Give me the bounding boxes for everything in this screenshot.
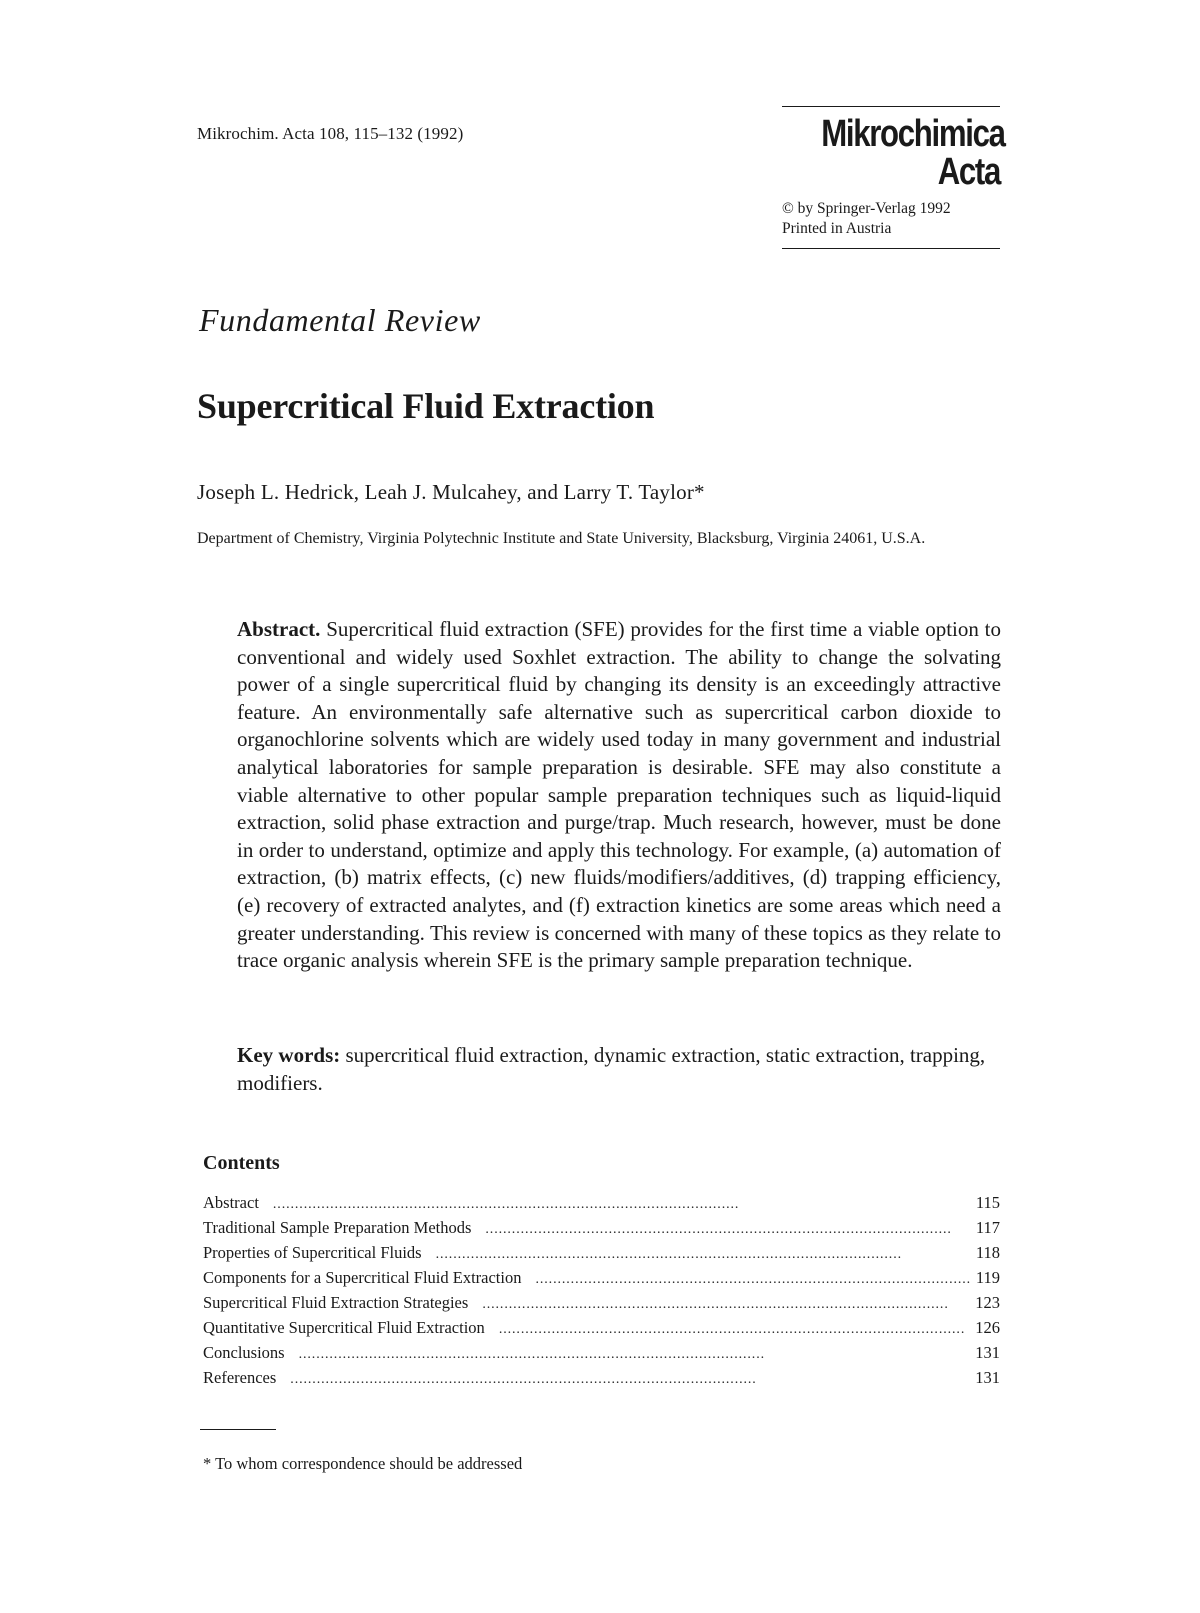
toc-entry-page: 115 (975, 1193, 1000, 1212)
journal-logo-line2: Acta (937, 151, 1000, 193)
journal-logo-line1: Mikrochimica (821, 113, 1005, 155)
keywords-label: Key words: (237, 1043, 341, 1067)
toc-entry-page: 117 (975, 1218, 1000, 1237)
publisher-info (782, 199, 1000, 239)
toc-entry-page: 131 (975, 1343, 1000, 1362)
article-title: Supercritical Fluid Extraction (197, 386, 655, 426)
correspondence-footnote: * To whom correspondence should be addressed (203, 1454, 523, 1473)
toc-entry-label: Quantitative Supercritical Fluid Extraction (203, 1318, 485, 1337)
toc-entry-page: 131 (975, 1368, 1000, 1387)
author-affiliation: Department of Chemistry, Virginia Polytechnic Institute and State University, Blacksburg, Virginia 24061, U.S.A. (197, 530, 926, 547)
masthead-bottom-rule (782, 248, 1000, 249)
keywords-paragraph (237, 1042, 1001, 1097)
toc-leader-dots (273, 1197, 970, 1213)
toc-entry-conclusions[interactable] (203, 1343, 1000, 1368)
toc-entry-label: Components for a Supercritical Fluid Extraction (203, 1268, 522, 1287)
toc-leader-dots (436, 1247, 970, 1263)
footnote-divider (200, 1429, 276, 1430)
section-type: Fundamental Review (199, 302, 481, 338)
toc-leader-dots (485, 1222, 969, 1238)
toc-entry-label: Supercritical Fluid Extraction Strategies (203, 1293, 469, 1312)
printed-line: Printed in Austria (782, 220, 892, 237)
toc-entry-page: 119 (975, 1268, 1000, 1287)
abstract-paragraph (237, 616, 1001, 975)
journal-masthead (782, 106, 1005, 249)
abstract-label: Abstract. (237, 617, 321, 641)
author-list: Joseph L. Hedrick, Leah J. Mulcahey, and Larry T. Taylor* (197, 480, 705, 504)
toc-entry-components[interactable] (203, 1268, 1000, 1293)
toc-leader-dots (482, 1297, 969, 1313)
masthead-top-rule (782, 106, 1000, 107)
toc-entry-properties[interactable] (203, 1243, 1000, 1268)
journal-logo (821, 113, 1005, 193)
toc-entry-strategies[interactable] (203, 1293, 1000, 1318)
toc-leader-dots (290, 1372, 969, 1388)
copyright-line: © by Springer-Verlag 1992 (782, 200, 951, 217)
toc-entry-label: Traditional Sample Preparation Methods (203, 1218, 472, 1237)
journal-citation: Mikrochim. Acta 108, 115–132 (1992) (197, 124, 464, 143)
toc-leader-dots (499, 1322, 969, 1338)
toc-leader-dots (535, 1272, 969, 1288)
toc-entry-page: 123 (975, 1293, 1000, 1312)
toc-entry-page: 126 (975, 1318, 1000, 1337)
toc-entry-references[interactable] (203, 1368, 1000, 1393)
table-of-contents (203, 1193, 1000, 1393)
toc-entry-page: 118 (975, 1243, 1000, 1262)
abstract-text: Supercritical fluid extraction (SFE) provides for the first time a viable option to conventional and widely used Soxhlet extraction. The ability to change the solvating power of a single supercritical fluid by changing its density is an exceedingly attractive feature. An environmentally safe alternative such as supercritical carbon dioxide to organochlorine solvents which are widely used today in many government and industrial analytical laboratories for sample preparation is desirable. SFE may also constitute a viable alternative to other popular sample preparation techniques such as liquid-liquid extraction, solid phase extraction and purge/trap. Much research, however, must be done in order to understand, optimize and apply this technology. For example, (a) automation of extraction, (b) matrix effects, (c) new fluids/modifiers/additives, (d) trapping efficiency, (e) recovery of extracted analytes, and (f) extraction kinetics are some areas which need a greater understanding. This review is concerned with many of these topics as they relate to trace organic analysis wherein SFE is the primary sample preparation technique. (237, 617, 1001, 973)
toc-entry-label: Abstract (203, 1193, 259, 1212)
toc-entry-label: References (203, 1368, 277, 1387)
toc-entry-traditional-methods[interactable] (203, 1218, 1000, 1243)
toc-entry-quantitative[interactable] (203, 1318, 1000, 1343)
toc-entry-label: Properties of Supercritical Fluids (203, 1243, 422, 1262)
toc-entry-abstract[interactable] (203, 1193, 1000, 1218)
keywords-text: supercritical fluid extraction, dynamic extraction, static extraction, trapping, modifiers. (237, 1043, 986, 1095)
toc-leader-dots (299, 1347, 970, 1363)
toc-entry-label: Conclusions (203, 1343, 285, 1362)
contents-heading: Contents (203, 1152, 280, 1174)
